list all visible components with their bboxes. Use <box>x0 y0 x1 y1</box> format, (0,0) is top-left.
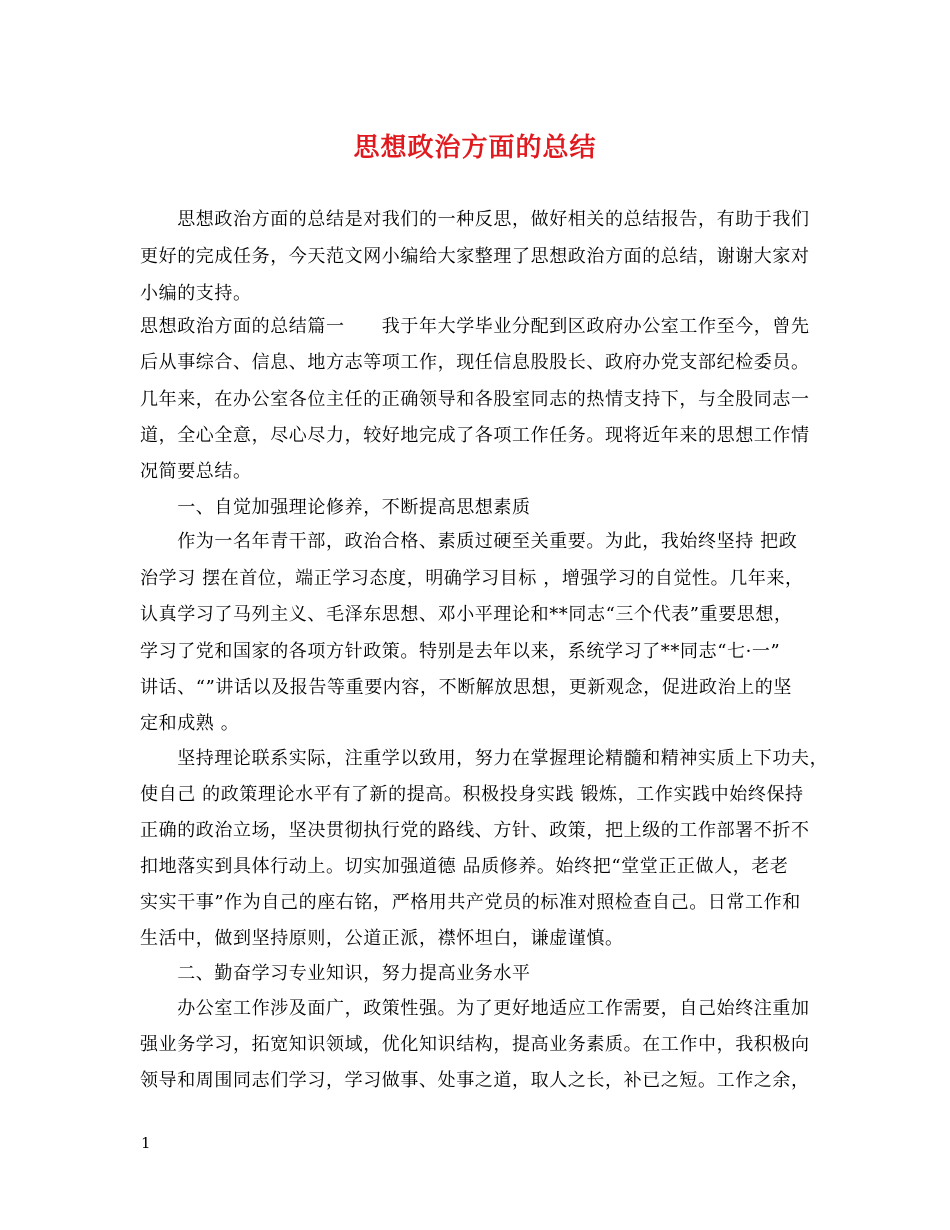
body-line: 实实干事”作为自己的座右铭，严格用共产党员的标准对照检查自己。日常工作和 <box>140 892 801 913</box>
section-heading: 二、勤奋学习专业知识，努力提高业务水平 <box>140 963 531 984</box>
body-line: 领导和周围同志们学习，学习做事、处事之道，取人之长，补已之短。工作之余， <box>140 1070 810 1091</box>
document-title: 思想政治方面的总结 <box>353 133 597 163</box>
body-line: 思想政治方面的总结是对我们的一种反思，做好相关的总结报告，有助于我们 <box>140 209 810 230</box>
body-line: 道，全心全意，尽心尽力，较好地完成了各项工作任务。现将近年来的思想工作情 <box>140 425 810 446</box>
section-heading: 一、自觉加强理论修养，不断提高思想素质 <box>140 497 531 518</box>
body-line: 定和成熟 。 <box>140 713 240 734</box>
body-line: 更好的完成任务，今天范文网小编给大家整理了思想政治方面的总结，谢谢大家对 <box>140 246 810 267</box>
body-line: 讲话、“”讲话以及报告等重要内容，不断解放思想，更新观念，促进政治上的坚 <box>140 677 793 698</box>
body-line: 后从事综合、信息、地方志等项工作，现任信息股股长、政府办党支部纪检委员。 <box>140 352 810 373</box>
body-line: 作为一名年青干部，政治合格、素质过硬至关重要。为此，我始终坚持 把政 <box>140 531 798 552</box>
body-line: 办公室工作涉及面广，政策性强。为了更好地适应工作需要，自己始终注重加 <box>140 998 810 1019</box>
body-line: 认真学习了马列主义、毛泽东思想、邓小平理论和**同志“三个代表”重要思想， <box>140 604 793 625</box>
body-line: 治学习 摆在首位，端正学习态度，明确学习目标 ，增强学习的自觉性。几年来， <box>140 568 804 589</box>
body-line: 扣地落实到具体行动上。切实加强道德 品质修养。始终把“堂堂正正做人，老老 <box>140 856 789 877</box>
body-line: 正确的政治立场，坚决贯彻执行党的路线、方针、政策，把上级的工作部署不折不 <box>140 820 810 841</box>
page-number: 1 <box>141 1134 151 1152</box>
body-line: 思想政治方面的总结篇一 我于年大学毕业分配到区政府办公室工作至今，曾先 <box>140 316 810 337</box>
body-line: 学习了党和国家的各项方针政策。特别是去年以来，系统学习了**同志“七·一” <box>140 641 781 662</box>
body-line: 强业务学习，拓宽知识领域，优化知识结构，提高业务素质。在工作中，我积极向 <box>140 1034 810 1055</box>
body-line: 况简要总结。 <box>140 461 252 482</box>
body-line: 几年来，在办公室各位主任的正确领导和各股室同志的热情支持下，与全股同志一 <box>140 389 810 410</box>
body-line: 坚持理论联系实际，注重学以致用，努力在掌握理论精髓和精神实质上下功夫， <box>140 748 829 769</box>
body-line: 生活中，做到坚持原则，公道正派，襟怀坦白，谦虚谨慎。 <box>140 928 624 949</box>
body-line: 使自己 的政策理论水平有了新的提高。积极投身实践 锻炼，工作实践中始终保持 <box>140 784 804 805</box>
body-line: 小编的支持。 <box>140 283 252 304</box>
